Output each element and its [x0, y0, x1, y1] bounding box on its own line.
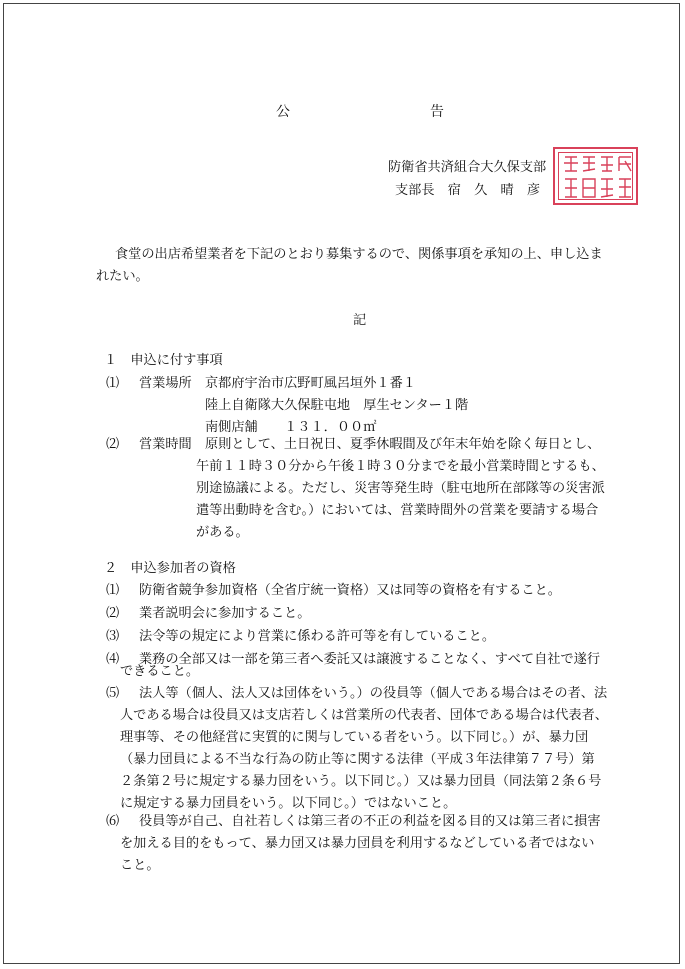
item-line: 役員等が自己、自社若しくは第三者の不正の利益を図る目的又は第三者に損害	[139, 814, 601, 829]
item-line: に規定する暴力団員をいう。以下同じ。）ではないこと。	[120, 796, 457, 811]
item-number: ⑴	[106, 376, 120, 391]
intro-line-2: れたい。	[96, 269, 149, 284]
item-line: 南側店舗 １３１．００㎡	[205, 420, 377, 435]
section-1-heading: １ 申込に付す事項	[104, 353, 223, 368]
item-line: 京都府宇治市広野町風呂垣外１番１	[205, 376, 416, 391]
item-line: 午前１１時３０分から午後１時３０分までを最小営業時間とするも、	[196, 459, 605, 474]
item-line: がある。	[196, 525, 249, 540]
official-seal-stamp	[553, 147, 638, 205]
item-label: 営業時間	[139, 437, 192, 452]
item-line: ２条第２号に規定する暴力団をいう。以下同じ。）又は暴力団員（同法第２条６号	[120, 774, 602, 789]
item-line: 遣等出動時を含む。）においては、営業時間外の営業を要請する場合	[196, 503, 599, 518]
item-line: 陸上自衛隊大久保駐屯地 厚生センター１階	[205, 398, 469, 413]
item-line: 業務の全部又は一部を第三者へ委託又は譲渡することなく、すべて自社で遂行	[139, 652, 601, 667]
item-line: こと。	[120, 858, 160, 873]
item-line: 法人等（個人、法人又は団体をいう。）の役員等（個人である場合はその者、法	[139, 686, 608, 701]
item-number: ⑵	[106, 437, 120, 452]
item-line: 業者説明会に参加すること。	[139, 606, 311, 621]
item-number: ⑹	[106, 814, 120, 829]
intro-line-1: 食堂の出店希望業者を下記のとおり募集するので、関係事項を承知の上、申し込ま	[115, 247, 603, 262]
item-number: ⑶	[106, 629, 120, 644]
doc-title-left: 公	[276, 104, 290, 120]
item-line: 人である場合は役員又は支店若しくは営業所の代表者、団体である場合は代表者、	[120, 708, 608, 723]
item-line: （暴力団員による不当な行為の防止等に関する法律（平成３年法律第７７号）第	[120, 752, 595, 767]
item-line: できること。	[120, 664, 200, 679]
doc-title-right: 告	[430, 104, 444, 120]
issuer-person: 支部長 宿 久 晴 彦	[395, 183, 541, 198]
item-line: 別途協議による。ただし、災害等発生時（駐屯地所在部隊等の災害派	[196, 481, 605, 496]
ki-heading: 記	[353, 313, 367, 328]
item-number: ⑴	[106, 583, 120, 598]
item-line: 原則として、土日祝日、夏季休暇間及び年末年始を除く毎日とし、	[205, 437, 601, 452]
item-line: 理事等、その他経営に実質的に関与している者をいう。以下同じ。）が、暴力団	[120, 730, 589, 745]
item-line: 防衛省競争参加資格（全省庁統一資格）又は同等の資格を有すること。	[139, 583, 561, 598]
section-2-heading: ２ 申込参加者の資格	[104, 561, 236, 576]
item-label: 営業場所	[139, 376, 192, 391]
item-number: ⑸	[106, 686, 120, 701]
item-line: 法令等の規定により営業に係わる許可等を有していること。	[139, 629, 496, 644]
item-line: を加える目的をもって、暴力団又は暴力団員を利用するなどしている者ではない	[120, 836, 595, 851]
item-number: ⑷	[106, 652, 120, 667]
issuer-organization: 防衛省共済組合大久保支部	[388, 160, 547, 175]
item-number: ⑵	[106, 606, 120, 621]
